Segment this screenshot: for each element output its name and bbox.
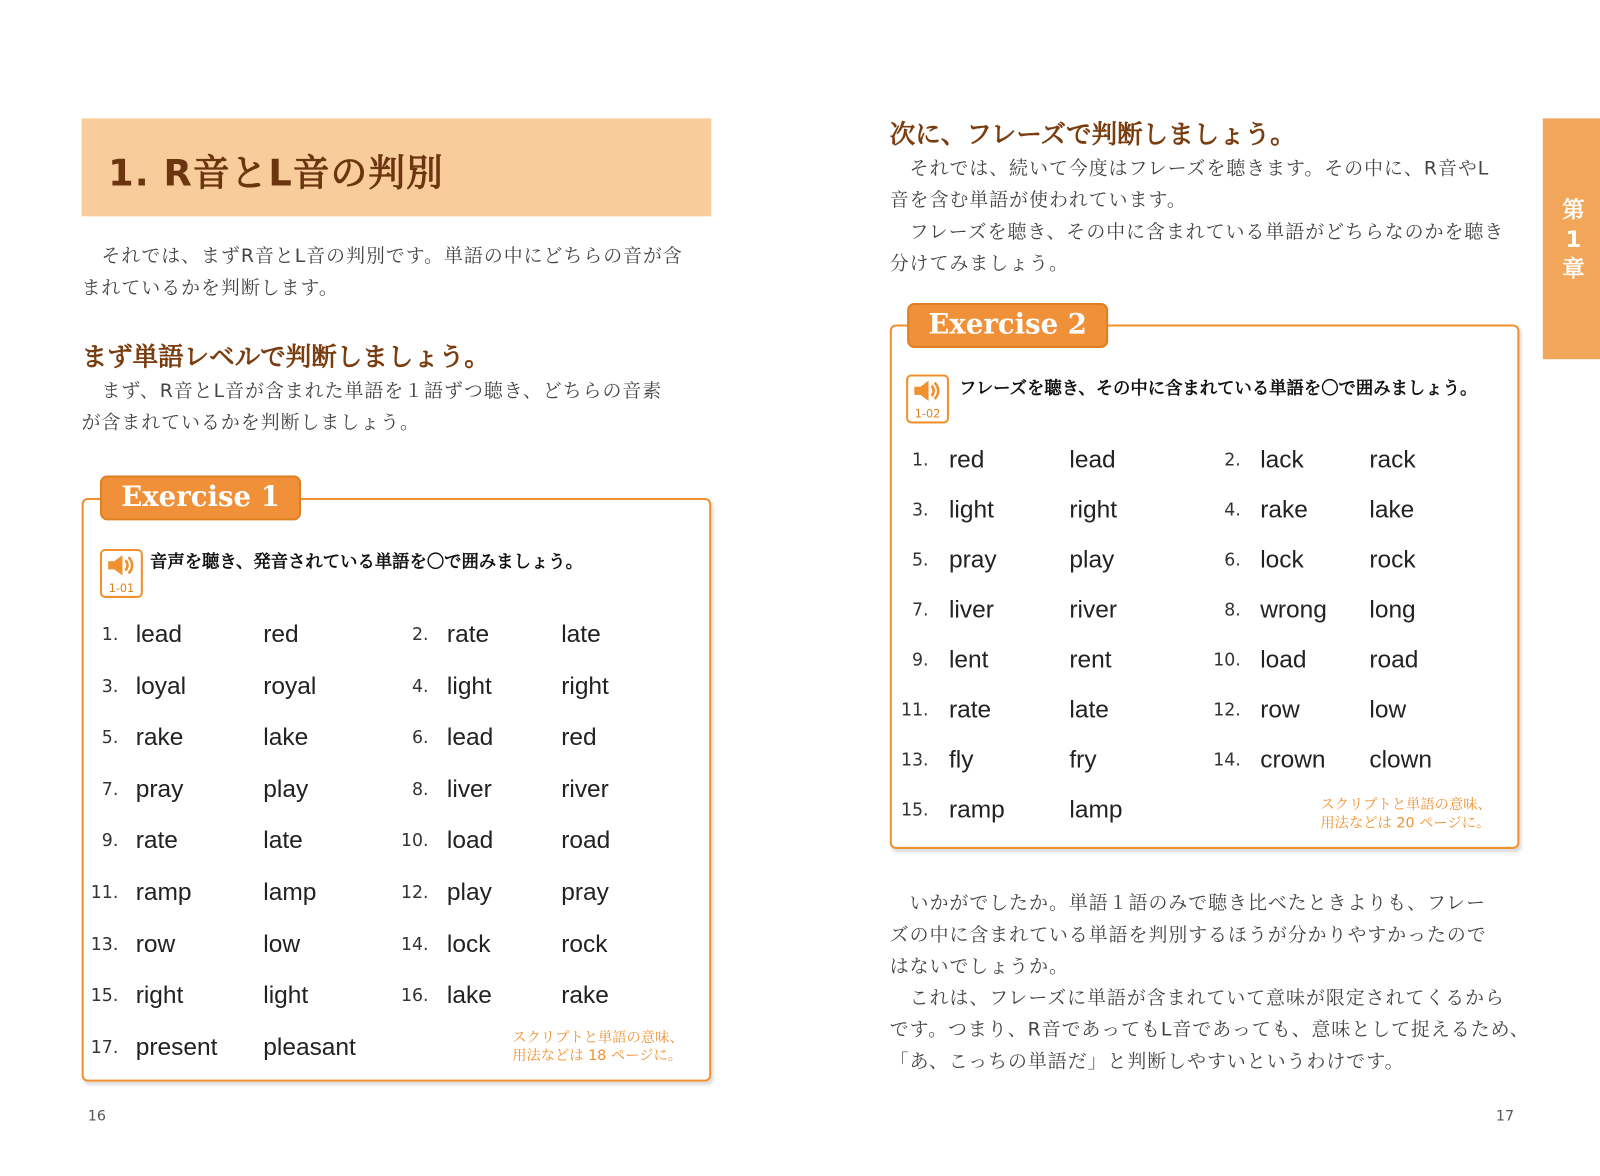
speaker-icon	[106, 554, 137, 576]
item-number: 14.	[1213, 749, 1241, 771]
word-option[interactable]: lake	[446, 981, 492, 1010]
word-option[interactable]: present	[135, 1033, 218, 1062]
word-option[interactable]: road	[1369, 645, 1419, 674]
word-option[interactable]: rack	[1369, 445, 1416, 474]
word-option[interactable]: rock	[1369, 545, 1416, 574]
text-line: が含まれているかを判断しましょう。	[81, 412, 420, 434]
audio-track-button[interactable]	[906, 374, 949, 423]
word-option[interactable]: clown	[1369, 745, 1432, 774]
word-option[interactable]: row	[1260, 695, 1300, 724]
audio-track-button[interactable]	[100, 549, 143, 598]
text-line: ズの中に含まれている単語を判別するほうが分かりやすかったので	[889, 924, 1487, 946]
word-option[interactable]: pray	[561, 878, 609, 907]
item-number: 1.	[911, 449, 929, 471]
item-number: 8.	[1224, 599, 1241, 621]
text-line: これは、フレーズに単語が含まれていて意味が限定されてくるから	[889, 987, 1505, 1010]
item-number: 3.	[101, 676, 119, 697]
word-option[interactable]: late	[561, 620, 601, 648]
word-option[interactable]: lent	[948, 645, 989, 674]
word-option[interactable]: lock	[1260, 545, 1304, 574]
word-option[interactable]: river	[561, 775, 609, 803]
word-option[interactable]: rate	[446, 620, 490, 648]
word-option[interactable]: lead	[1069, 445, 1116, 474]
section-title-band	[82, 118, 712, 216]
word-option[interactable]: royal	[263, 672, 317, 700]
word-option[interactable]: pray	[135, 775, 184, 803]
item-number: 12.	[400, 882, 429, 904]
word-option[interactable]: red	[263, 620, 299, 648]
word-option[interactable]: right	[135, 981, 184, 1010]
text-line: 分けてみましょう。	[889, 253, 1069, 275]
text-line: まれているかを判断します。	[81, 277, 339, 299]
word-option[interactable]: red	[948, 445, 985, 474]
word-option[interactable]: lake	[263, 723, 309, 752]
word-option[interactable]: light	[263, 981, 309, 1010]
word-option[interactable]: long	[1369, 595, 1416, 624]
item-number: 11.	[900, 699, 929, 721]
word-option[interactable]: rake	[1260, 495, 1308, 524]
page-number-left: 16	[87, 1108, 106, 1125]
text-line: フレーズを聴き、その中に含まれている単語がどちらなのかを聴き	[889, 221, 1505, 243]
exercise-2-instruction: フレーズを聴き、その中に含まれている単語を〇で囲みましょう。	[959, 378, 1478, 399]
track-number: 1-02	[914, 407, 941, 421]
word-option[interactable]: wrong	[1260, 595, 1327, 624]
word-option[interactable]: ramp	[948, 795, 1005, 824]
item-number: 15.	[90, 985, 119, 1007]
text-line: それでは、まずR音とL音の判別です。単語の中にどちらの音が含	[81, 245, 683, 268]
chapter-tab	[1543, 118, 1600, 359]
word-option[interactable]: play	[446, 878, 492, 907]
section-title: 1. R音とL音の判別	[108, 153, 444, 195]
page-number-right: 17	[1495, 1108, 1515, 1125]
word-option[interactable]: lead	[446, 723, 494, 752]
item-number: 15.	[900, 799, 929, 821]
text-line: 音を含む単語が使われています。	[889, 189, 1187, 212]
word-option[interactable]: load	[446, 826, 494, 855]
word-option[interactable]: play	[1069, 545, 1115, 574]
chapter-char: 章	[1562, 257, 1585, 283]
word-option[interactable]: fly	[948, 745, 974, 774]
word-option[interactable]: liver	[948, 595, 994, 624]
word-option[interactable]: lock	[446, 930, 491, 958]
word-option[interactable]: liver	[446, 775, 492, 803]
item-number: 2.	[1224, 449, 1241, 471]
item-number: 10.	[400, 831, 429, 852]
item-number: 13.	[900, 749, 929, 771]
word-option[interactable]: lamp	[1069, 795, 1123, 824]
word-option[interactable]: lake	[1369, 495, 1415, 524]
text-line: 「あ、こっちの単語だ」と判断しやすいというわけです。	[889, 1051, 1405, 1073]
item-number: 10.	[1213, 649, 1241, 671]
item-number: 6.	[1224, 549, 1241, 571]
word-option[interactable]: crown	[1260, 745, 1326, 774]
word-option[interactable]: play	[263, 775, 309, 803]
item-number: 7.	[911, 599, 929, 621]
word-option[interactable]: rate	[135, 826, 178, 855]
chapter-char: 1	[1565, 227, 1582, 254]
item-number: 13.	[90, 934, 119, 955]
item-number: 4.	[412, 676, 429, 697]
word-option[interactable]: pleasant	[263, 1033, 356, 1062]
text-line: はないでしょうか。	[889, 956, 1069, 978]
text-line: です。つまり、R音であってもL音であっても、意味として捉えるため、	[889, 1019, 1530, 1041]
item-number: 11.	[90, 882, 119, 904]
chapter-char: 第	[1562, 197, 1585, 224]
word-option[interactable]: rent	[1069, 645, 1112, 674]
word-option[interactable]: late	[1069, 695, 1109, 724]
item-number: 7.	[101, 779, 119, 800]
word-option[interactable]: road	[561, 826, 611, 855]
word-option[interactable]: low	[263, 930, 301, 958]
track-number: 1-01	[108, 581, 135, 595]
exercise-2-label: Exercise 2	[907, 303, 1108, 348]
note-line: スクリプトと単語の意味、	[1320, 796, 1492, 814]
item-number: 4.	[1224, 499, 1241, 521]
word-option[interactable]: row	[135, 930, 176, 958]
speaker-icon	[912, 380, 943, 402]
item-number: 14.	[400, 934, 429, 955]
subheading: まず単語レベルで判断しましょう。	[81, 341, 490, 372]
text-line: いかがでしたか。単語１語のみで聴き比べたときよりも、フレー	[889, 892, 1486, 915]
item-number: 17.	[90, 1037, 119, 1058]
text-line: それでは、続いて今度はフレーズを聴きます。その中に、R音やL	[889, 158, 1490, 180]
word-option[interactable]: red	[561, 723, 597, 752]
word-option[interactable]: low	[1369, 695, 1407, 724]
item-number: 1.	[101, 624, 119, 645]
note-line: 用法などは 18 ページに。	[512, 1047, 683, 1065]
item-number: 9.	[911, 649, 929, 671]
conclusion	[890, 888, 1543, 1078]
text-line: まず、R音とL音が含まれた単語を１語ずつ聴き、どちらの音素	[81, 380, 663, 403]
word-option[interactable]: pray	[948, 545, 997, 574]
item-number: 8.	[412, 779, 429, 800]
exercise-1-instruction: 音声を聴き、発音されている単語を〇で囲みましょう。	[149, 552, 583, 573]
word-option[interactable]: rock	[561, 930, 608, 958]
sub-text	[82, 376, 735, 439]
item-number: 5.	[101, 727, 119, 749]
word-option[interactable]: lead	[135, 620, 183, 648]
item-number: 5.	[911, 549, 929, 571]
word-option[interactable]: rake	[135, 723, 184, 752]
item-number: 3.	[911, 499, 929, 521]
left-intro	[82, 241, 735, 304]
exercise-1-note	[512, 1029, 683, 1066]
word-option[interactable]: rake	[561, 981, 609, 1010]
note-line: スクリプトと単語の意味、	[512, 1029, 684, 1046]
item-number: 2.	[412, 624, 429, 645]
word-option[interactable]: load	[1260, 645, 1307, 674]
right-heading: 次に、フレーズで判断しましょう。	[889, 119, 1296, 149]
right-intro	[890, 153, 1543, 280]
word-option[interactable]: ramp	[135, 878, 192, 907]
word-option[interactable]: rate	[948, 695, 992, 724]
item-number: 9.	[101, 831, 119, 852]
word-option[interactable]: lack	[1260, 445, 1304, 474]
word-option[interactable]: right	[1069, 495, 1118, 524]
item-number: 12.	[1213, 699, 1241, 721]
item-number: 6.	[412, 727, 429, 749]
word-option[interactable]: loyal	[135, 672, 187, 700]
word-option[interactable]: fry	[1069, 745, 1097, 774]
word-option[interactable]: late	[263, 826, 303, 855]
word-option[interactable]: light	[446, 672, 492, 700]
word-option[interactable]: right	[561, 672, 609, 700]
item-number: 16.	[400, 985, 429, 1007]
word-option[interactable]: light	[948, 495, 994, 524]
word-option[interactable]: river	[1069, 595, 1118, 624]
exercise-2-note	[1320, 796, 1491, 833]
word-option[interactable]: lamp	[263, 878, 317, 907]
exercise-1-label: Exercise 1	[100, 476, 301, 521]
note-line: 用法などは 20 ページに。	[1320, 815, 1491, 832]
